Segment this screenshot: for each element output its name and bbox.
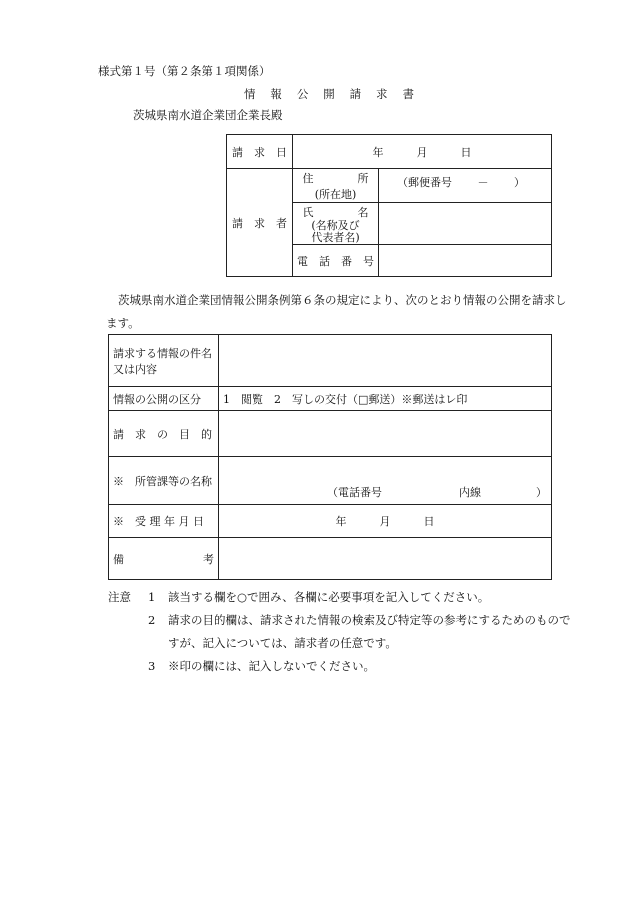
subject-label-cell [109,335,219,387]
name-label-cell [293,203,379,245]
notes [108,586,578,678]
request-table [108,334,552,580]
category-label: 情報の公開の区分 [109,387,219,411]
request-date-field[interactable]: 年 月 日 [293,135,552,169]
remarks-label-cell [109,538,219,580]
name-field[interactable] [379,203,552,245]
title-char: 書 [402,87,414,101]
address-sub-label: (所在地) [314,187,357,201]
remarks-label: 備 [113,552,124,566]
title-char: 請 [349,87,362,101]
dept-field [219,457,552,505]
address-label-cell [293,169,379,203]
postal-code: （郵便番号 － ） [397,176,525,189]
addressee: 茨城県南水道企業団企業長殿 [133,108,283,122]
note-item: 注意 1 該当する欄を○で囲み、各欄に必要事項を記入してください。 [108,586,578,609]
subject-label: 請求する情報の件名 [113,346,212,360]
note-item: 3 ※印の欄には、記入しないでください。 [148,659,375,673]
form-number: 様式第１号（第２条第１項関係） [98,64,271,78]
title-char: 報 [270,87,282,101]
purpose-field[interactable] [219,411,552,457]
title-char: 開 [323,87,335,101]
subject-label-2: 又は内容 [113,362,157,376]
purpose-label: 請 求 の 目 的 [109,411,219,457]
dept-phone: （電話番号 内線 ） [327,486,547,499]
address-field[interactable] [379,169,552,203]
subject-field[interactable] [219,335,552,387]
title-char: 情 [244,87,256,101]
title-char: 求 [376,87,388,101]
notes-label: 注意 [108,590,131,604]
request-date-label: 請 求 日 [227,135,293,169]
requester-table [226,134,552,277]
category-field[interactable]: 1 閲覧 2 写しの交付（□郵送）※郵送はレ印 [219,387,552,411]
remarks-field[interactable] [219,538,552,580]
address-label: 住 所 [302,171,369,185]
name-sub-label: (名称及び 代表者名) [311,218,360,244]
name-label: 氏 名 [302,205,369,219]
dept-label: ※ 所管課等の名称 [109,457,219,505]
intro-paragraph: 茨城県南水道企業団情報公開条例第６条の規定により、次のとおり情報の公開を請求します。 [106,293,567,330]
remarks-label-2: 考 [203,552,214,566]
received-date-field: 年 月 日 [219,505,552,538]
requester-label: 請 求 者 [227,169,293,277]
phone-label: 電 話 番 号 [293,245,379,277]
phone-field[interactable] [379,245,552,277]
title-char: 公 [296,87,309,101]
received-date-label: ※ 受 理 年 月 日 [109,505,219,538]
note-item: 2 請求の目的欄は、請求された情報の検索及び特定等の参考にするためのものですが、記入については、請求者の任意です。 [148,613,571,650]
page-title [244,89,414,101]
